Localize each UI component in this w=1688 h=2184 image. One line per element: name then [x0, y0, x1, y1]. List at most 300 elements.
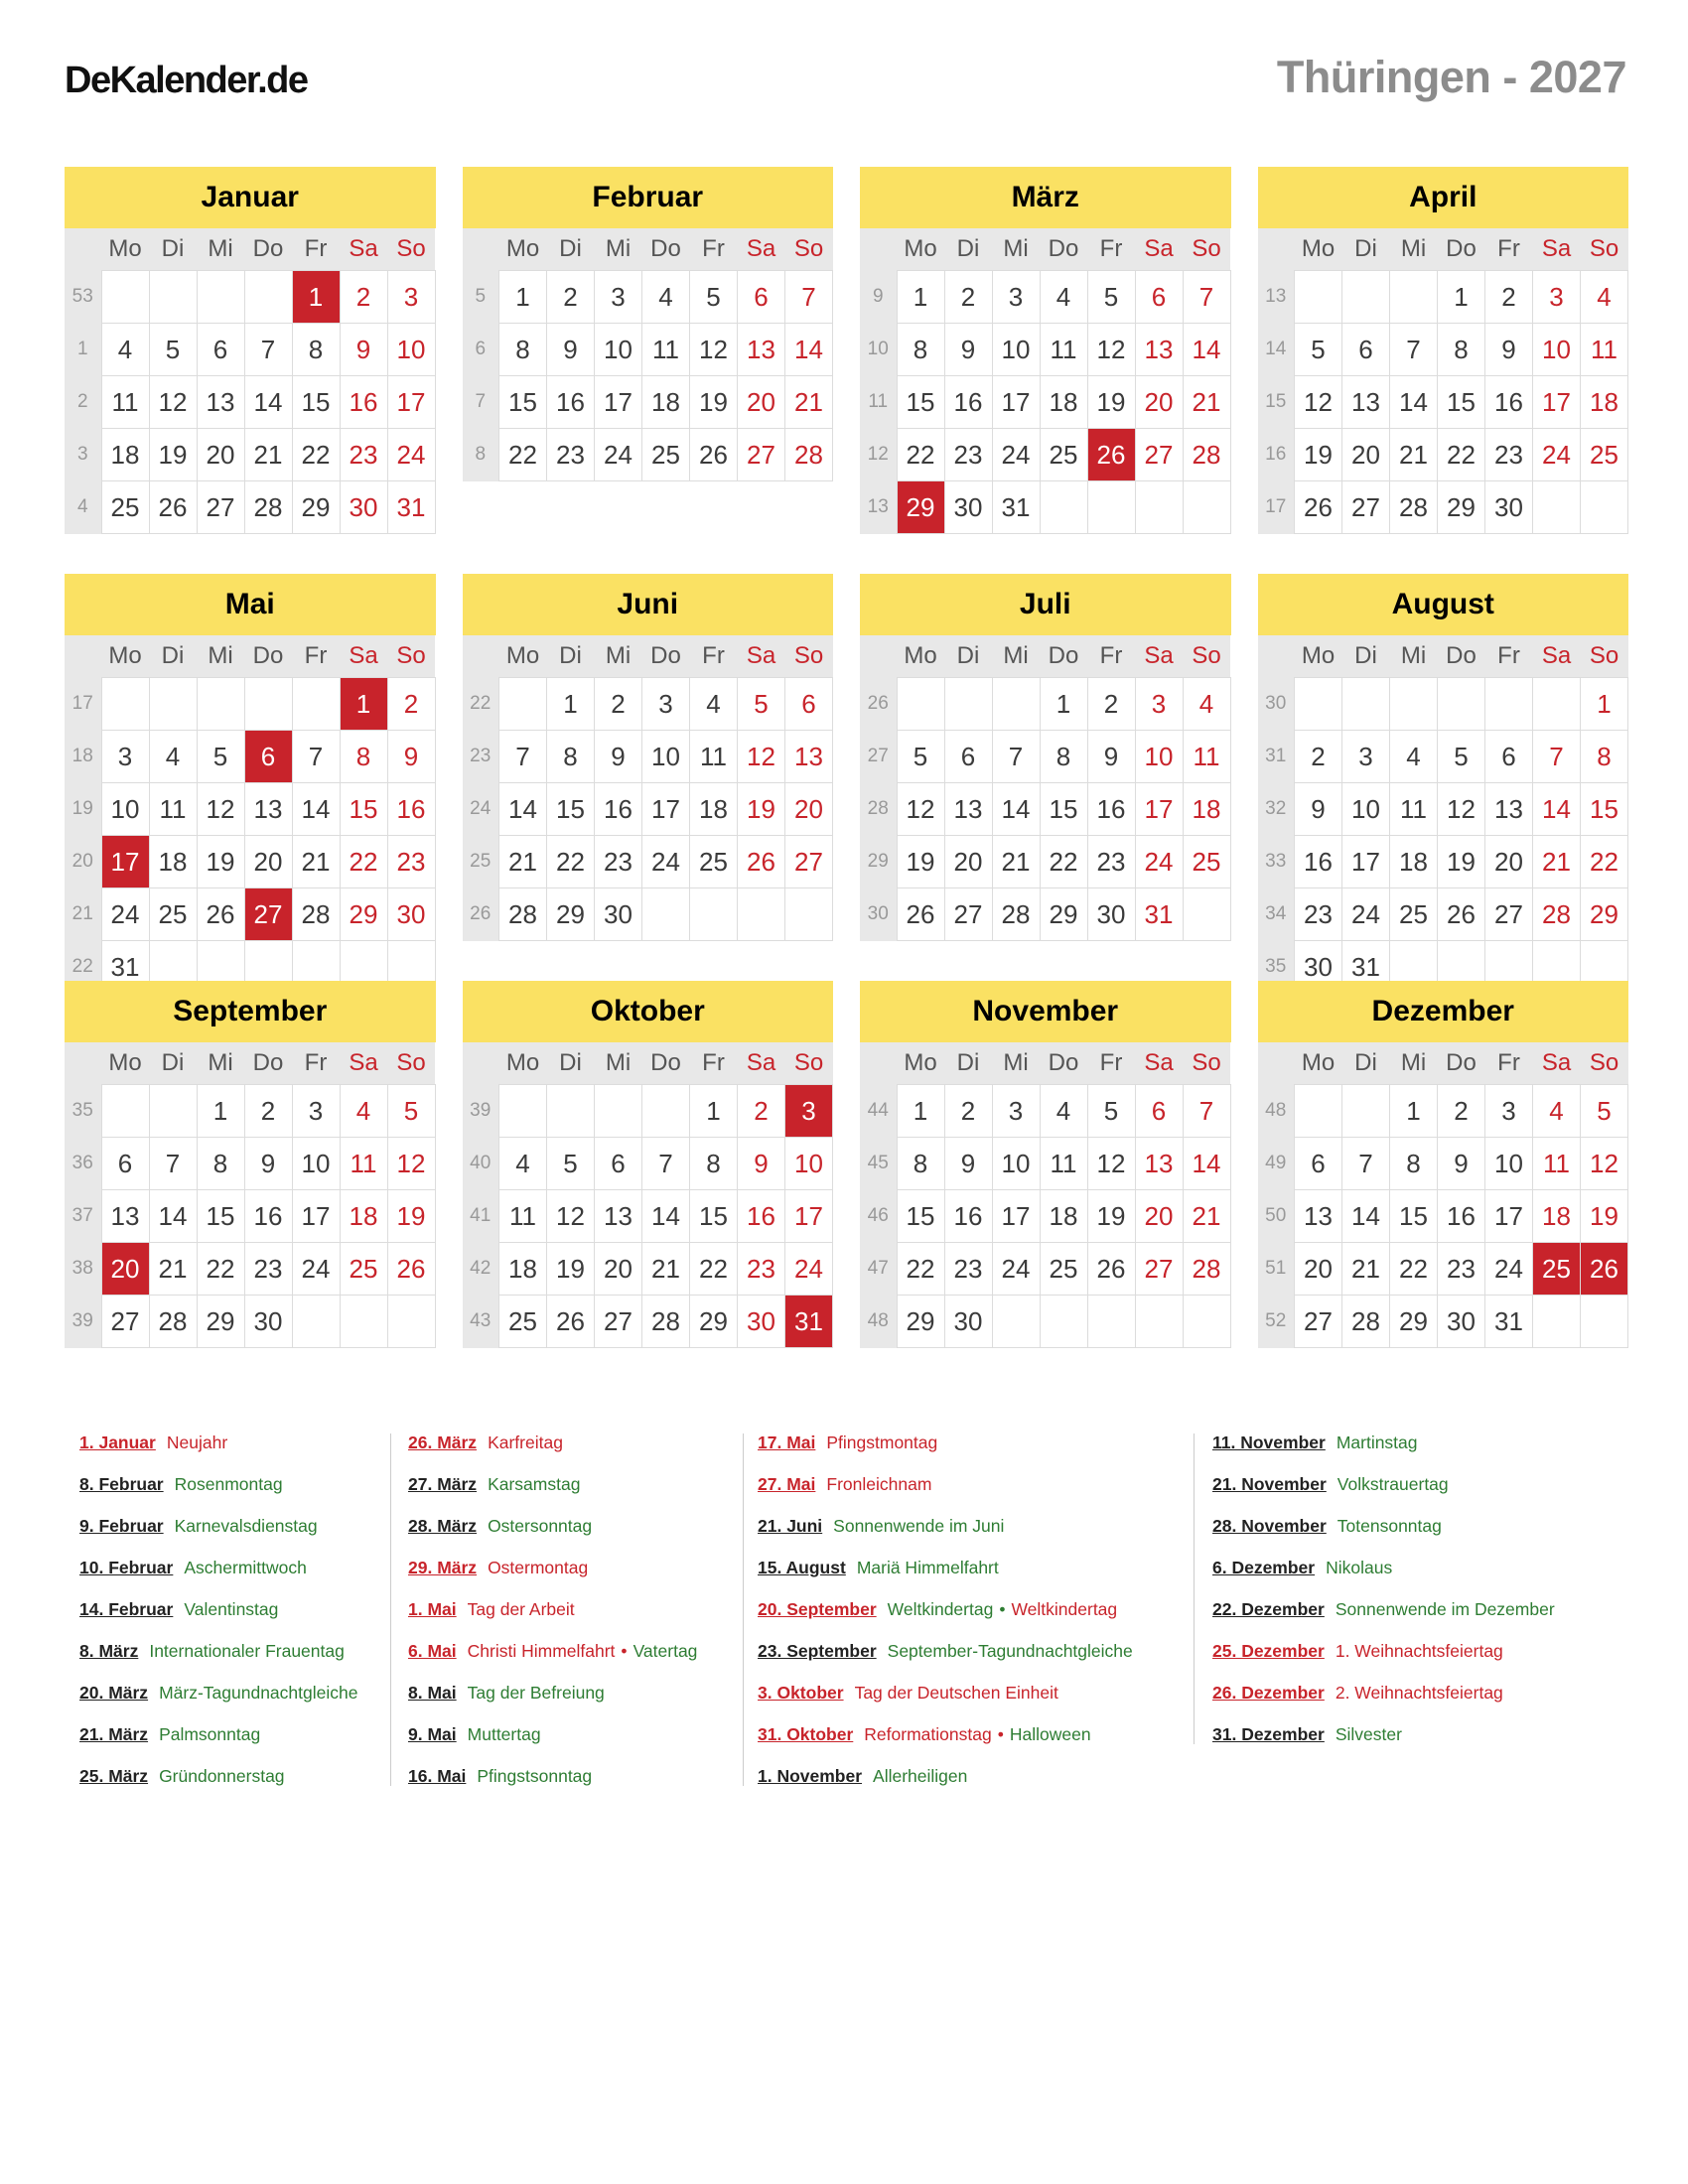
month-september: [65, 981, 436, 1348]
day-name-cell: Fr: [292, 635, 340, 678]
day-cell: 1: [897, 271, 944, 324]
day-cell: 11: [1183, 731, 1230, 783]
week-row: [1258, 271, 1628, 324]
day-cell: 2: [340, 271, 387, 324]
legend-date-link[interactable]: 31. Oktober: [758, 1724, 854, 1744]
week-number-cell: 17: [65, 678, 101, 731]
day-cell: 24: [992, 1243, 1040, 1296]
day-cell: 15: [292, 376, 340, 429]
empty-day-cell: [595, 1085, 642, 1138]
empty-day-cell: [1581, 481, 1628, 534]
day-cell: 24: [1533, 429, 1581, 481]
holiday-name: Karsamstag: [488, 1474, 581, 1494]
holiday-name: Ostersonntag: [488, 1516, 593, 1536]
day-name-row: [65, 635, 435, 678]
day-name-cell: So: [785, 635, 833, 678]
day-cell: 26: [149, 481, 197, 534]
day-cell: 8: [340, 731, 387, 783]
day-cell: 25: [642, 429, 690, 481]
week-row: [463, 376, 833, 429]
day-cell: 27: [1135, 429, 1183, 481]
legend-date-link[interactable]: 21. März: [79, 1724, 149, 1744]
legend-entry: [1212, 1517, 1614, 1536]
day-cell: 27: [944, 888, 992, 941]
day-cell: 13: [1295, 1190, 1342, 1243]
day-name-cell: Mo: [1295, 228, 1342, 271]
legend-entry: [408, 1517, 743, 1536]
legend-date-link[interactable]: 27. März: [408, 1474, 478, 1494]
empty-day-cell: [292, 678, 340, 731]
legend-date-link[interactable]: 20. September: [758, 1599, 877, 1619]
day-name-cell: Sa: [1533, 228, 1581, 271]
day-cell: 3: [1533, 271, 1581, 324]
legend-date-link[interactable]: 3. Oktober: [758, 1683, 844, 1703]
legend-date-link[interactable]: 8. Februar: [79, 1474, 164, 1494]
day-cell: 14: [1183, 324, 1230, 376]
day-cell: 14: [642, 1190, 690, 1243]
day-cell: 7: [1533, 731, 1581, 783]
day-cell: 8: [1438, 324, 1485, 376]
day-name-cell: Mi: [197, 228, 244, 271]
legend-date-link[interactable]: 21. November: [1212, 1474, 1327, 1494]
week-number-cell: 3: [65, 429, 101, 481]
holiday-name: Pfingstmontag: [826, 1433, 938, 1452]
empty-day-cell: [1342, 271, 1390, 324]
legend-date-link[interactable]: 6. Dezember: [1212, 1558, 1316, 1577]
day-cell: 21: [149, 1243, 197, 1296]
day-cell: 4: [1390, 731, 1438, 783]
week-number-cell: 6: [463, 324, 499, 376]
week-row: [1258, 324, 1628, 376]
day-cell: 11: [642, 324, 690, 376]
day-cell: 24: [992, 429, 1040, 481]
day-cell: 18: [690, 783, 738, 836]
week-number-cell: 10: [860, 324, 897, 376]
month-table: [1258, 635, 1629, 994]
legend-date-link[interactable]: 1. Januar: [79, 1433, 156, 1452]
legend-date-link[interactable]: 1. Mai: [408, 1599, 457, 1619]
day-cell: 13: [1485, 783, 1533, 836]
holiday-name: Vatertag: [633, 1641, 698, 1661]
day-cell: 16: [738, 1190, 785, 1243]
day-cell: 9: [1295, 783, 1342, 836]
legend-date-link[interactable]: 31. Dezember: [1212, 1724, 1325, 1744]
holiday-day-cell: 20: [101, 1243, 149, 1296]
day-name-row: [860, 228, 1230, 271]
day-cell: 1: [897, 1085, 944, 1138]
week-number-cell: 50: [1258, 1190, 1295, 1243]
week-row: [463, 324, 833, 376]
legend-date-link[interactable]: 28. November: [1212, 1516, 1327, 1536]
holiday-name: Halloween: [1009, 1724, 1091, 1744]
day-cell: 17: [992, 1190, 1040, 1243]
day-cell: 20: [785, 783, 833, 836]
day-cell: 11: [340, 1138, 387, 1190]
week-number-cell: 32: [1258, 783, 1295, 836]
empty-day-cell: [1485, 678, 1533, 731]
day-cell: 19: [1295, 429, 1342, 481]
empty-day-cell: [197, 678, 244, 731]
day-name-cell: Mo: [897, 228, 944, 271]
week-number-cell: 13: [1258, 271, 1295, 324]
legend-date-link[interactable]: 8. März: [79, 1641, 139, 1661]
day-cell: 30: [944, 481, 992, 534]
day-cell: 17: [1135, 783, 1183, 836]
page-title: Thüringen - 2027: [1276, 52, 1626, 102]
day-cell: 1: [197, 1085, 244, 1138]
week-row: [860, 731, 1230, 783]
day-name-cell: Fr: [1485, 635, 1533, 678]
site-logo[interactable]: DeKalender.de: [65, 60, 308, 101]
week-row: [463, 1085, 833, 1138]
day-cell: 12: [387, 1138, 435, 1190]
legend-date-link[interactable]: 22. Dezember: [1212, 1599, 1325, 1619]
day-cell: 14: [1183, 1138, 1230, 1190]
day-cell: 22: [197, 1243, 244, 1296]
legend-date-link[interactable]: 14. Februar: [79, 1599, 174, 1619]
week-column-header: [463, 228, 499, 271]
legend-date-link[interactable]: 25. Dezember: [1212, 1641, 1325, 1661]
empty-day-cell: [1533, 481, 1581, 534]
empty-day-cell: [944, 678, 992, 731]
week-row: [860, 1243, 1230, 1296]
empty-day-cell: [785, 888, 833, 941]
legend-date-link[interactable]: 28. März: [408, 1516, 478, 1536]
day-cell: 10: [101, 783, 149, 836]
week-number-cell: 17: [1258, 481, 1295, 534]
week-row: [860, 836, 1230, 888]
empty-day-cell: [197, 271, 244, 324]
legend-date-link[interactable]: 10. Februar: [79, 1558, 174, 1577]
week-number-cell: 29: [860, 836, 897, 888]
day-name-cell: Mi: [595, 1042, 642, 1085]
empty-day-cell: [244, 678, 292, 731]
day-cell: 28: [1183, 429, 1230, 481]
legend-entry: [1212, 1725, 1614, 1744]
day-name-cell: Fr: [1485, 1042, 1533, 1085]
day-cell: 9: [244, 1138, 292, 1190]
day-name-cell: Do: [1040, 1042, 1087, 1085]
week-number-cell: 42: [463, 1243, 499, 1296]
week-row: [1258, 836, 1628, 888]
day-cell: 7: [292, 731, 340, 783]
day-name-cell: Mi: [197, 1042, 244, 1085]
day-cell: 18: [340, 1190, 387, 1243]
day-cell: 2: [244, 1085, 292, 1138]
day-cell: 18: [1581, 376, 1628, 429]
holiday-name: Mariä Himmelfahrt: [856, 1558, 999, 1577]
day-cell: 7: [149, 1138, 197, 1190]
empty-day-cell: [1390, 678, 1438, 731]
day-cell: 12: [897, 783, 944, 836]
week-number-cell: 49: [1258, 1138, 1295, 1190]
day-cell: 15: [1390, 1190, 1438, 1243]
day-name-cell: Mi: [1390, 635, 1438, 678]
holiday-name: Aschermittwoch: [184, 1558, 307, 1577]
day-cell: 3: [595, 271, 642, 324]
week-row: [463, 731, 833, 783]
day-cell: 25: [1040, 429, 1087, 481]
legend-date-link[interactable]: 23. September: [758, 1641, 877, 1661]
day-cell: 16: [340, 376, 387, 429]
day-cell: 29: [1390, 1296, 1438, 1348]
day-cell: 16: [387, 783, 435, 836]
week-number-cell: 35: [65, 1085, 101, 1138]
week-row: [860, 324, 1230, 376]
day-cell: 30: [340, 481, 387, 534]
legend-date-link[interactable]: 26. Dezember: [1212, 1683, 1325, 1703]
legend-date-link[interactable]: 26. März: [408, 1433, 478, 1452]
legend-date-link[interactable]: 1. November: [758, 1766, 863, 1786]
week-number-cell: 14: [1258, 324, 1295, 376]
empty-day-cell: [547, 1085, 595, 1138]
legend-date-link[interactable]: 11. November: [1212, 1433, 1326, 1452]
day-name-row: [463, 1042, 833, 1085]
day-name-cell: Mi: [595, 228, 642, 271]
day-cell: 9: [1087, 731, 1135, 783]
day-cell: 3: [387, 271, 435, 324]
empty-day-cell: [1183, 1296, 1230, 1348]
day-name-cell: Fr: [292, 1042, 340, 1085]
day-cell: 16: [944, 1190, 992, 1243]
day-name-cell: Mi: [1390, 1042, 1438, 1085]
month-table: [860, 635, 1231, 941]
week-row: [463, 678, 833, 731]
legend-entry: [1212, 1475, 1614, 1494]
day-cell: 21: [992, 836, 1040, 888]
week-row: [1258, 1190, 1628, 1243]
day-name-row: [463, 228, 833, 271]
legend-date-link[interactable]: 15. August: [758, 1558, 846, 1577]
day-cell: 8: [1040, 731, 1087, 783]
week-row: [1258, 481, 1628, 534]
day-cell: 16: [1087, 783, 1135, 836]
day-name-cell: Sa: [738, 228, 785, 271]
day-cell: 12: [1295, 376, 1342, 429]
day-cell: 27: [785, 836, 833, 888]
day-cell: 21: [642, 1243, 690, 1296]
holiday-name: Ostermontag: [488, 1558, 589, 1577]
day-cell: 15: [1040, 783, 1087, 836]
legend-column: [390, 1433, 743, 1786]
day-name-cell: Mi: [595, 635, 642, 678]
week-row: [463, 1243, 833, 1296]
day-name-cell: So: [1183, 1042, 1230, 1085]
holiday-name: Karfreitag: [488, 1433, 563, 1452]
day-cell: 30: [387, 888, 435, 941]
holiday-name: Muttertag: [467, 1724, 541, 1744]
holiday-name: Reformationstag: [864, 1724, 992, 1744]
month-table: [860, 228, 1231, 534]
day-cell: 24: [387, 429, 435, 481]
day-name-cell: So: [1581, 1042, 1628, 1085]
day-cell: 28: [1183, 1243, 1230, 1296]
day-name-cell: Sa: [1135, 228, 1183, 271]
day-name-cell: Mo: [499, 1042, 547, 1085]
empty-day-cell: [1135, 1296, 1183, 1348]
day-cell: 5: [387, 1085, 435, 1138]
week-number-cell: 23: [463, 731, 499, 783]
holiday-name: Totensonntag: [1336, 1516, 1442, 1536]
week-number-cell: 52: [1258, 1296, 1295, 1348]
week-row: [1258, 888, 1628, 941]
day-cell: 14: [292, 783, 340, 836]
day-cell: 14: [785, 324, 833, 376]
week-row: [463, 783, 833, 836]
day-cell: 25: [340, 1243, 387, 1296]
day-name-cell: Do: [1438, 635, 1485, 678]
empty-day-cell: [340, 1296, 387, 1348]
day-cell: 19: [1087, 376, 1135, 429]
day-cell: 27: [738, 429, 785, 481]
day-cell: 14: [149, 1190, 197, 1243]
legend-date-link[interactable]: 29. März: [408, 1558, 478, 1577]
day-name-cell: Sa: [340, 635, 387, 678]
holiday-name: Karnevalsdienstag: [174, 1516, 318, 1536]
day-cell: 19: [738, 783, 785, 836]
day-name-cell: Fr: [690, 1042, 738, 1085]
day-name-cell: Mo: [1295, 1042, 1342, 1085]
day-name-cell: Mo: [1295, 635, 1342, 678]
empty-day-cell: [992, 678, 1040, 731]
week-number-cell: 40: [463, 1138, 499, 1190]
day-cell: 26: [1295, 481, 1342, 534]
legend-entry: [1212, 1433, 1614, 1452]
day-cell: 24: [642, 836, 690, 888]
day-cell: 9: [547, 324, 595, 376]
day-cell: 4: [149, 731, 197, 783]
day-cell: 28: [244, 481, 292, 534]
week-column-header: [65, 635, 101, 678]
holiday-day-cell: 27: [244, 888, 292, 941]
day-cell: 24: [1135, 836, 1183, 888]
day-cell: 27: [197, 481, 244, 534]
day-cell: 24: [101, 888, 149, 941]
day-cell: 23: [595, 836, 642, 888]
week-row: [860, 1085, 1230, 1138]
day-cell: 23: [1485, 429, 1533, 481]
empty-day-cell: [387, 1296, 435, 1348]
legend-date-link[interactable]: 20. März: [79, 1683, 149, 1703]
day-name-cell: So: [1183, 635, 1230, 678]
week-number-cell: 34: [1258, 888, 1295, 941]
week-row: [860, 678, 1230, 731]
legend-date-link[interactable]: 21. Juni: [758, 1516, 823, 1536]
day-cell: 22: [1438, 429, 1485, 481]
legend-date-link[interactable]: 27. Mai: [758, 1474, 816, 1494]
day-cell: 10: [1135, 731, 1183, 783]
legend-entry: [79, 1684, 390, 1703]
legend-entry: [408, 1559, 743, 1577]
day-cell: 15: [1581, 783, 1628, 836]
day-cell: 26: [387, 1243, 435, 1296]
day-name-cell: Do: [1438, 228, 1485, 271]
week-column-header: [860, 228, 897, 271]
day-cell: 19: [387, 1190, 435, 1243]
legend-date-link[interactable]: 25. März: [79, 1766, 149, 1786]
day-cell: 10: [595, 324, 642, 376]
day-name-row: [1258, 635, 1628, 678]
day-cell: 4: [1183, 678, 1230, 731]
holiday-day-cell: 26: [1581, 1243, 1628, 1296]
empty-day-cell: [1533, 1296, 1581, 1348]
day-cell: 4: [1581, 271, 1628, 324]
day-cell: 30: [738, 1296, 785, 1348]
legend-entry: [758, 1475, 1194, 1494]
legend-date-link[interactable]: 9. Mai: [408, 1724, 457, 1744]
legend-entry: [758, 1559, 1194, 1577]
day-cell: 5: [1438, 731, 1485, 783]
holiday-name: 1. Weihnachtsfeiertag: [1335, 1641, 1503, 1661]
holiday-day-cell: 1: [292, 271, 340, 324]
day-name-cell: Mi: [992, 228, 1040, 271]
day-cell: 18: [642, 376, 690, 429]
day-cell: 5: [1087, 271, 1135, 324]
day-cell: 7: [785, 271, 833, 324]
month-januar: [65, 167, 436, 534]
day-cell: 17: [292, 1190, 340, 1243]
week-number-cell: 45: [860, 1138, 897, 1190]
empty-day-cell: [1183, 481, 1230, 534]
day-cell: 26: [1438, 888, 1485, 941]
holiday-name: 2. Weihnachtsfeiertag: [1335, 1683, 1503, 1703]
legend-date-link[interactable]: 9. Februar: [79, 1516, 164, 1536]
empty-day-cell: [1040, 1296, 1087, 1348]
empty-day-cell: [1295, 1085, 1342, 1138]
legend-date-link[interactable]: 6. Mai: [408, 1641, 457, 1661]
legend-date-link[interactable]: 17. Mai: [758, 1433, 816, 1452]
day-cell: 4: [690, 678, 738, 731]
day-cell: 21: [1342, 1243, 1390, 1296]
day-cell: 17: [387, 376, 435, 429]
day-cell: 5: [149, 324, 197, 376]
week-number-cell: 39: [463, 1085, 499, 1138]
legend-entry: [408, 1475, 743, 1494]
month-april: [1258, 167, 1629, 534]
holiday-name: März-Tagundnachtgleiche: [159, 1683, 358, 1703]
day-cell: 17: [785, 1190, 833, 1243]
day-cell: 28: [1390, 481, 1438, 534]
day-cell: 2: [595, 678, 642, 731]
day-cell: 27: [1342, 481, 1390, 534]
day-cell: 29: [340, 888, 387, 941]
week-number-cell: 36: [65, 1138, 101, 1190]
day-cell: 29: [690, 1296, 738, 1348]
day-cell: 17: [1533, 376, 1581, 429]
day-cell: 18: [1183, 783, 1230, 836]
week-row: [1258, 429, 1628, 481]
holiday-name: Silvester: [1335, 1724, 1402, 1744]
week-row: [860, 376, 1230, 429]
legend-date-link[interactable]: 16. Mai: [408, 1766, 467, 1786]
day-name-cell: Fr: [1087, 1042, 1135, 1085]
holiday-name: Martinstag: [1336, 1433, 1418, 1452]
day-cell: 31: [1485, 1296, 1533, 1348]
day-cell: 13: [595, 1190, 642, 1243]
legend-date-link[interactable]: 8. Mai: [408, 1683, 457, 1703]
day-cell: 7: [1342, 1138, 1390, 1190]
day-cell: 13: [1135, 1138, 1183, 1190]
month-title: September: [65, 981, 436, 1042]
day-cell: 14: [992, 783, 1040, 836]
day-cell: 9: [1485, 324, 1533, 376]
day-name-cell: So: [1581, 228, 1628, 271]
week-row: [1258, 376, 1628, 429]
legend-entry: [758, 1642, 1194, 1661]
empty-day-cell: [738, 888, 785, 941]
week-row: [65, 731, 435, 783]
day-cell: 12: [1438, 783, 1485, 836]
